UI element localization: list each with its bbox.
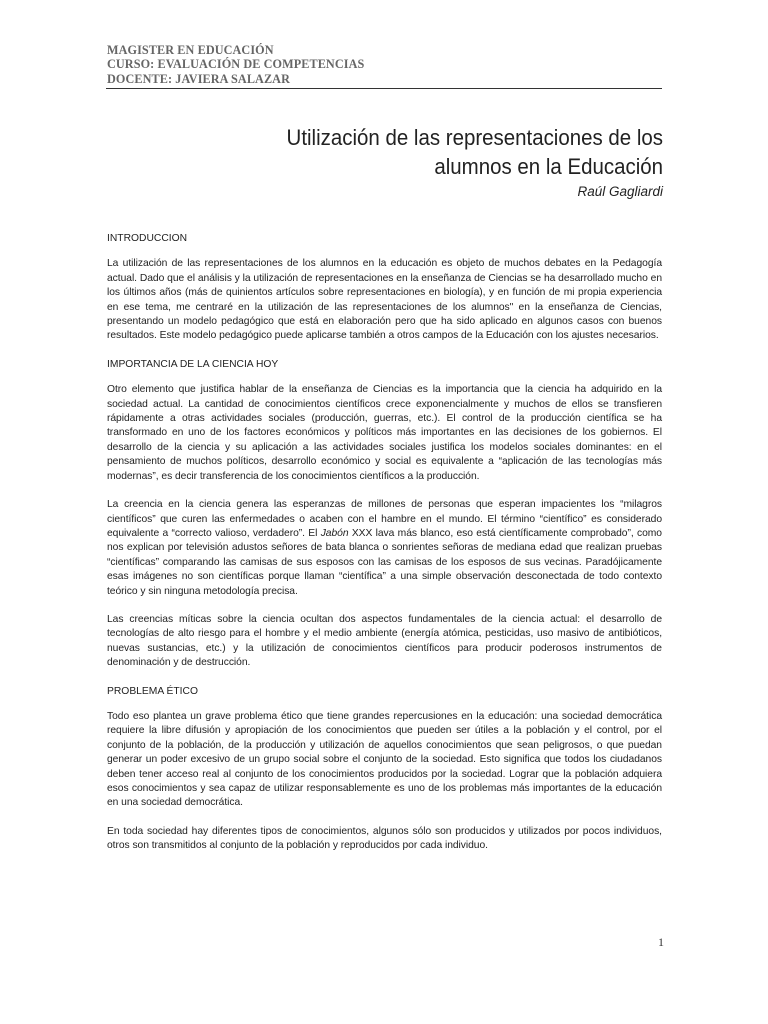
paragraph-importancia-2-part-b: XXX lava más blanco, eso está científicamente comprobado”, como nos explican por televisión adustos señores de bata blanca o sonrientes señoras de mediana edad que realizan pruebas “científicas” comparando las camisas de sus esposos con las camisas de los esposos de sus vecinas. Paradójicamente esas imágenes no son científicas porque llaman “científica” a una simple observación desconectada de todo contexto teórico y sin ninguna metodología precisa. xyxy=(107,527,662,597)
paragraph-importancia-2-part-a: La creencia en la ciencia genera las esperanzas de millones de personas que esperan impacientes los “milagros científicos” que curen las enfermedades o acaben con el hambre en el mundo. El término “científico” es considerado equivalente a “correcto valioso, verdadero”. El xyxy=(107,499,662,539)
paragraph-importancia-3: Las creencias míticas sobre la ciencia ocultan dos aspectos fundamentales de la ciencia actual: el desarrollo de tecnologías de alto riesgo para el hombre y el medio ambiente (energía atómica, pesticidas, uso masivo de antibióticos, nuevas sustancias, etc.) y la utilización de conocimientos científicos para producir poderosos instrumentos de denominación y de destrucción. xyxy=(107,613,662,669)
section-heading-introduccion: INTRODUCCION xyxy=(107,233,188,244)
section-heading-importancia: IMPORTANCIA DE LA CIENCIA HOY xyxy=(107,358,279,370)
paragraph-importancia-2 xyxy=(107,498,662,599)
course-header xyxy=(107,43,662,86)
header-divider xyxy=(106,88,662,89)
header-course: CURSO: EVALUACIÓN DE COMPETENCIAS xyxy=(107,57,365,72)
header-program: MAGISTER EN EDUCACIÓN xyxy=(107,43,274,57)
document-title-line1: Utilización de las representaciones de los xyxy=(286,125,663,150)
paragraph-importancia-1: Otro elemento que justifica hablar de la enseñanza de Ciencias es la importancia que la ciencia ha adquirido en la sociedad actual. La cantidad de conocimientos científicos crece exponencialmente y muchos de ellos se transfieren rápidamente a otras actividades sociales (producción, guerras, etc.). El control de la producción científica se ha transformado en uno de los factores económicos y políticos más importantes en las decisiones de los gobiernos. El desarrollo de la ciencia y su aplicación a las actividades sociales justifica los modelos sociales dominantes: en el pensamiento de muchos políticos, desarrollo económico y social es equivalente a “aplicación de las tecnologías más modernas”, es decir transferencia de los conocimientos científicos a la producción. xyxy=(107,384,662,482)
paragraph-problema-etico-1: Todo eso plantea un grave problema ético que tiene grandes repercusiones en la educación: una sociedad democrática requiere la libre difusión y apropiación de los conocimientos que pueden ser útiles a la población y el control, por el conjunto de la población, de la producción y utilización de aquellos conocimientos que sean peligrosos, o que puedan generar un poder excesivo de un grupo social sobre el conjunto de la sociedad. Esto significa que todos los ciudadanos deben tener acceso real al conjunto de los conocimientos producidos por la sociedad. Lograr que la población adquiera esos conocimientos y sea capaz de utilizar responsablemente es uno de los problemas más importantes de la educación en una sociedad democrática. xyxy=(107,710,662,809)
document-body xyxy=(107,232,662,868)
paragraph-introduccion-1: La utilización de las representaciones de los alumnos en la educación es objeto de muchos debates en la Pedagogía actual. Dado que el análisis y la utilización de representaciones en la enseñanza de Ciencias se ha desarrollado mucho en los últimos años (más de quinientos artículos sobre representaciones en biología), y en función de mi propia experiencia en ese tema, me centraré en la utilización de las representaciones de los alumnos" en la enseñanza de Ciencias, presentando un modelo pedagógico que está en elaboración pero que ha sido aplicado en algunos casos con buenos resultados. Este modelo pedagógico puede aplicarse también a otros campos de la Educación con los ajustes necesarios. xyxy=(107,258,662,342)
page-number: 1 xyxy=(658,935,664,949)
paragraph-problema-etico-2: En toda sociedad hay diferentes tipos de conocimientos, algunos sólo son producidos y utilizados por pocos individuos, otros son transmitidos al conjunto de la población y reproducidos por cada individuo. xyxy=(107,825,662,852)
document-title-line2: alumnos en la Educación xyxy=(434,153,663,179)
author-name: Raúl Gagliardi xyxy=(577,184,663,199)
emphasis-jabon: Jabón xyxy=(320,527,349,539)
header-teacher: DOCENTE: JAVIERA SALAZAR xyxy=(107,71,290,86)
section-heading-problema-etico: PROBLEMA ÉTICO xyxy=(107,685,198,697)
title-block xyxy=(180,124,663,201)
